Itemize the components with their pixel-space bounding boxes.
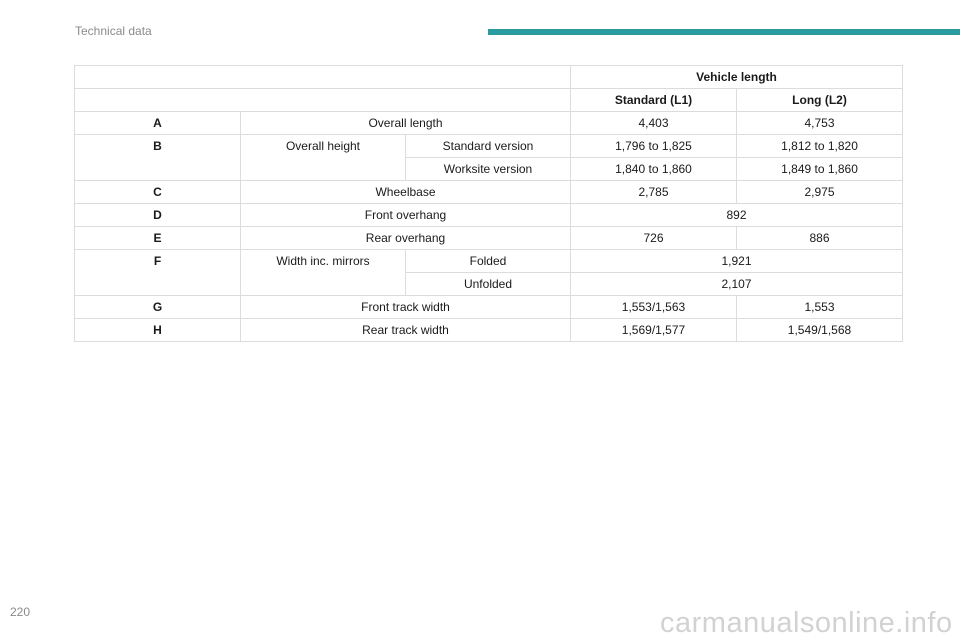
- table-row: [75, 181, 903, 204]
- row-key: F: [75, 250, 241, 296]
- cell-long: 886: [737, 227, 903, 250]
- table-row: [75, 319, 903, 342]
- row-key: D: [75, 204, 241, 227]
- group-header-cell: Vehicle length: [571, 66, 903, 89]
- row-key: C: [75, 181, 241, 204]
- cell-standard: 726: [571, 227, 737, 250]
- row-label: Width inc. mirrors: [241, 250, 406, 296]
- row-key: H: [75, 319, 241, 342]
- row-key: A: [75, 112, 241, 135]
- header-empty-cell: [75, 66, 571, 89]
- row-label: Wheelbase: [241, 181, 571, 204]
- row-sublabel: Folded: [406, 250, 571, 273]
- cell-standard: 4,403: [571, 112, 737, 135]
- cell-standard: 1,840 to 1,860: [571, 158, 737, 181]
- cell-long: 4,753: [737, 112, 903, 135]
- row-label: Overall height: [241, 135, 406, 181]
- cell-standard: 1,553/1,563: [571, 296, 737, 319]
- page-number: 220: [10, 605, 31, 619]
- row-label: Rear track width: [241, 319, 571, 342]
- row-key: E: [75, 227, 241, 250]
- row-label: Front overhang: [241, 204, 571, 227]
- table-row: [75, 250, 903, 273]
- cell-long: 1,549/1,568: [737, 319, 903, 342]
- row-sublabel: Standard version: [406, 135, 571, 158]
- vehicle-dimensions-table: [74, 65, 903, 342]
- table-header-row: [75, 66, 903, 89]
- cell-long: 1,812 to 1,820: [737, 135, 903, 158]
- table-row: [75, 112, 903, 135]
- subheader-empty-cell: [75, 89, 571, 112]
- row-label: Rear overhang: [241, 227, 571, 250]
- cell-both: 892: [571, 204, 903, 227]
- row-key: G: [75, 296, 241, 319]
- table-row: [75, 204, 903, 227]
- col-header-long: Long (L2): [737, 89, 903, 112]
- cell-standard: 1,569/1,577: [571, 319, 737, 342]
- row-label: Overall length: [241, 112, 571, 135]
- cell-standard: 1,796 to 1,825: [571, 135, 737, 158]
- row-sublabel: Unfolded: [406, 273, 571, 296]
- header-accent-bar: [488, 29, 960, 35]
- table-row: [75, 227, 903, 250]
- cell-long: 1,553: [737, 296, 903, 319]
- table-row: [75, 135, 903, 158]
- cell-both: 2,107: [571, 273, 903, 296]
- row-key: B: [75, 135, 241, 181]
- cell-long: 1,849 to 1,860: [737, 158, 903, 181]
- table-subheader-row: [75, 89, 903, 112]
- section-title: Technical data: [75, 24, 152, 38]
- row-sublabel: Worksite version: [406, 158, 571, 181]
- cell-standard: 2,785: [571, 181, 737, 204]
- table-row: [75, 296, 903, 319]
- col-header-standard: Standard (L1): [571, 89, 737, 112]
- row-label: Front track width: [241, 296, 571, 319]
- cell-both: 1,921: [571, 250, 903, 273]
- cell-long: 2,975: [737, 181, 903, 204]
- watermark-text: carmanualsonline.info: [660, 607, 953, 639]
